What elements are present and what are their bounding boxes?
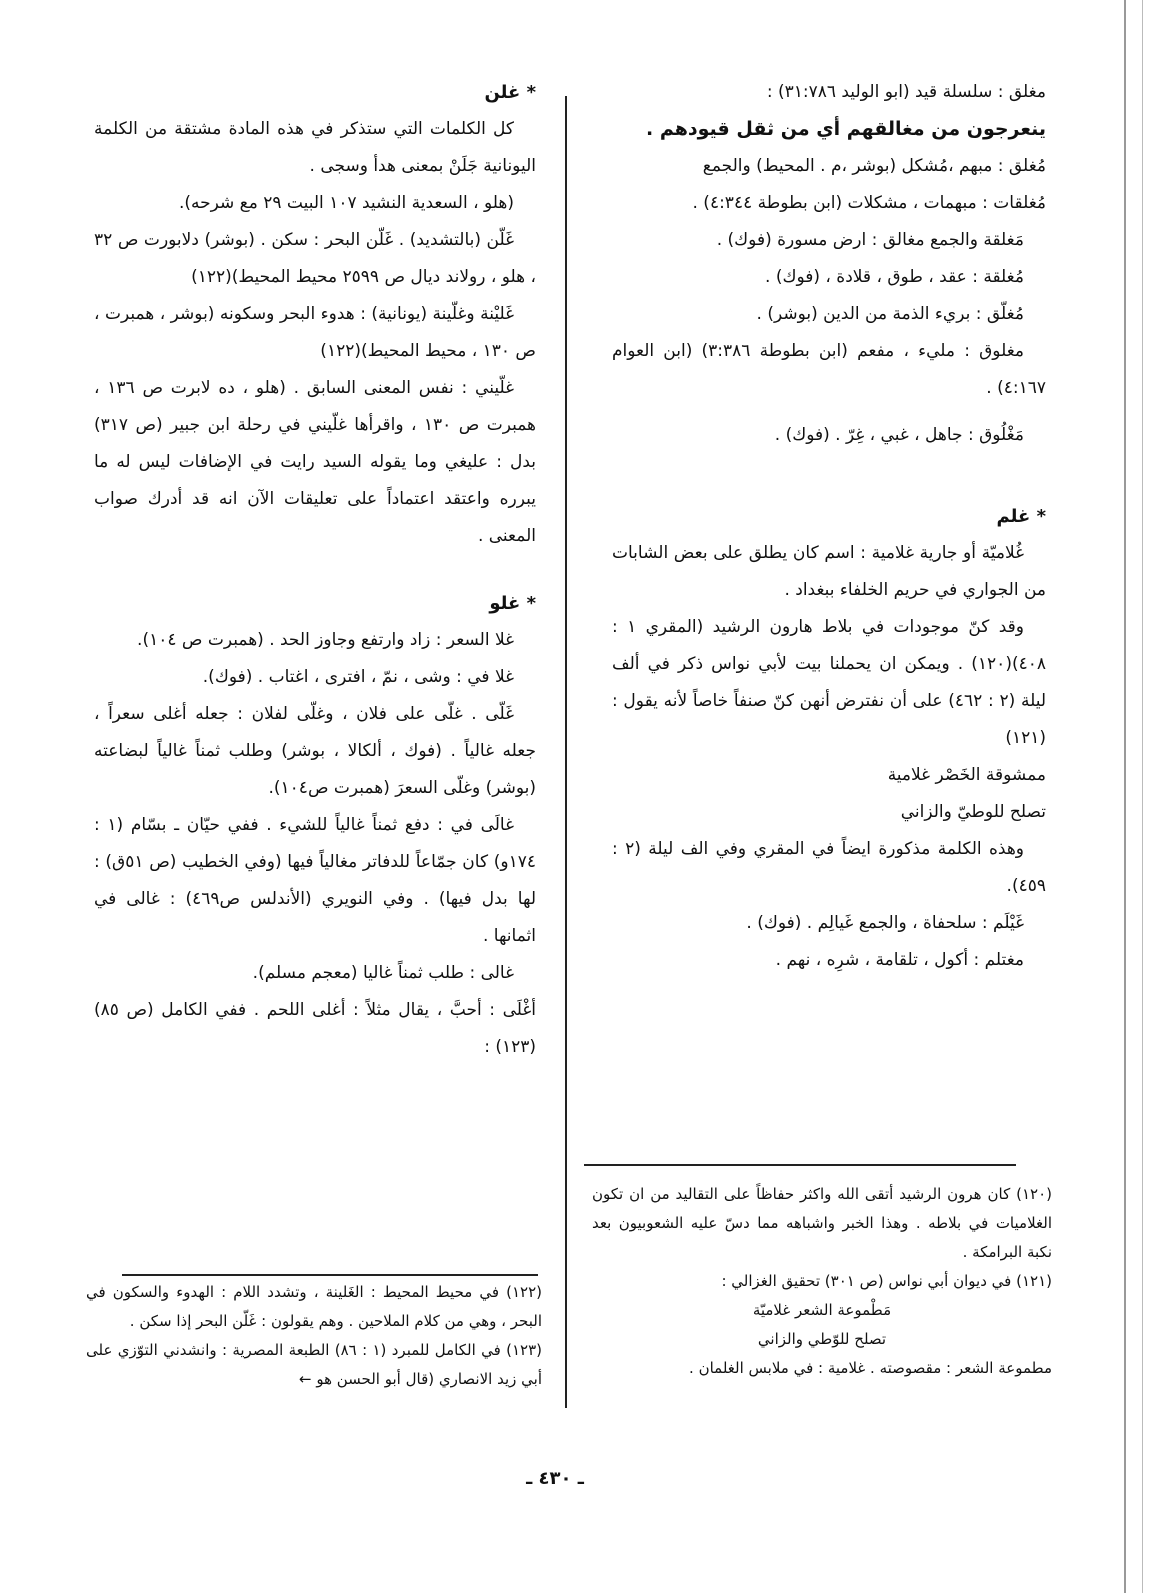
footnote-verse: تصلح للوّطي والزاني — [757, 1330, 887, 1348]
entry-line: وقد كنّ موجودات في بلاط هارون الرشيد (المقري ١ : ٤٠٨)(١٢٠) . ويمكن ان يحملنا بيت لأبي نواس ذكر في ألف ليلة (٢ : ٤٦٢) على أن نفترض أنهن كنّ صنفاً خاصاً لأنه يقول :(١٢١) — [612, 617, 1047, 748]
entry-line: مغلق : سلسلة قيد (ابو الوليد ٣١:٧٨٦) : — [766, 82, 1046, 102]
footnote-verse: مَطْموعة الشعر غلاميّة — [752, 1301, 892, 1319]
entry-line: غلّيني : نفس المعنى السابق . (هلو ، ده لابرت ص ١٣٦ ، همبرت ص ١٣٠ ، واقرأها غلّيني في رحلة ابن جبير (ص ٣١٧) بدل : عليغي وما يقوله السيد رايت في الإضافات ليس له ما يبرره واعتقد اعتماداً على تعليقات الآن انه قد أدرك صواب المعنى . — [94, 378, 536, 546]
section-heading-ghalam: * غلم — [996, 506, 1046, 527]
footnote-122: (١٢٢) في محيط المحيط : الغَلينة ، وتشدد اللام : الهدوء والسكون في البحر ، وهي من كلام الملاحين . وهم يقولون : غَلّن البحر إذا سكن . — [86, 1283, 542, 1330]
right-column — [612, 74, 1046, 979]
entry-line: مُغلقة : عقد ، طوق ، قلادة ، (فوك) . — [765, 267, 1024, 287]
footnote-gloss: مطموعة الشعر : مقصوصته . غلامية : في ملابس الغلمان . — [689, 1359, 1052, 1377]
entry-line-bold: ينعرجون من مغالقهم أي من ثقل قيودهم . — [645, 118, 1046, 140]
entry-line: مَغلقة والجمع مغالق : ارض مسورة (فوك) . — [716, 230, 1024, 250]
entry-line: غَيْلَم : سلحفاة ، والجمع غَيالِم . (فوك) . — [746, 913, 1024, 933]
section-heading-ghalaw: * غلو — [489, 593, 536, 614]
verse-line: ممشوقة الخَصْر غلامية — [887, 765, 1046, 785]
entry-line: مَغْلُوق : جاهل ، غبي ، غِرّ . (فوك) . — [774, 425, 1024, 445]
footnotes-right — [592, 1180, 1052, 1383]
footnote-120: (١٢٠) كان هرون الرشيد أتقى الله واكثر حفاظاً على التقاليد من ان تكون الغلاميات في بلاطه . وهذا الخبر واشباهه مما دسّ عليه الشعوبيون بعد نكبة البرامكة . — [592, 1185, 1052, 1261]
entry-line: وهذه الكلمة مذكورة ايضاً في المقري وفي الف ليلة (٢ : ٤٥٩). — [612, 839, 1046, 896]
page-number: ـ ٤٣٠ ـ — [526, 1468, 584, 1489]
entry-line: غلا السعر : زاد وارتفع وجاوز الحد . (همبرت ص ١٠٤). — [137, 630, 514, 650]
entry-line: أغْلَى : أحبَّ ، يقال مثلاً : أغلى اللحم . ففي الكامل (ص ٨٥)(١٢٣) : — [94, 1000, 536, 1057]
entry-line: غَلّى . غلّى على فلان ، وغلّى لفلان : جعله أغلى سعراً ، جعله غالياً . (فوك ، ألكالا ، بوشر) وطلب ثمناً غالياً لبضاعته (بوشر) وغلّى السعرَ (همبرت ص١٠٤). — [94, 704, 536, 798]
footnote-rule-left — [122, 1274, 538, 1276]
entry-line: غلا في : وشى ، نمّ ، افترى ، اغتاب . (فوك). — [202, 667, 514, 687]
verse-line: تصلح للوطيّ والزاني — [900, 802, 1046, 822]
scan-edge-line — [1142, 0, 1143, 1593]
entry-line: غالَى في : دفع ثمناً غالياً للشيء . ففي حيّان ـ بسّام (١ : ١٧٤و) كان جمّاعاً للدفاتر مغالياً فيها (وفي الخطيب (ص ٥١ق) : لها بدل فيها) . وفي النويري (الأندلس ص٤٦٩) : غالى في اثمانها . — [94, 815, 536, 946]
entry-line: مُغلّق : بريء الذمة من الدين (بوشر) . — [756, 304, 1024, 324]
entry-line: غالى : طلب ثمناً غاليا (معجم مسلم). — [252, 963, 514, 983]
footnote-121: (١٢١) في ديوان أبي نواس (ص ٣٠١) تحقيق الغزالي : — [721, 1272, 1052, 1290]
entry-line: غُلاميّة أو جارية غلامية : اسم كان يطلق على بعض الشابات من الجواري في حريم الخلفاء ببغداد . — [612, 543, 1046, 600]
entry-line: كل الكلمات التي ستذكر في هذه المادة مشتقة من الكلمة اليونانية جَلَنْ بمعنى هدأ وسجى . — [94, 119, 536, 176]
spacer — [94, 555, 536, 585]
entry-line: مُغلق : مبهم ،مُشكل (بوشر ،م . المحيط) والجمع — [702, 156, 1046, 176]
entry-line: مغتلم : أكول ، تلقامة ، شرِه ، نهم . — [775, 950, 1024, 970]
footnotes-left — [86, 1278, 542, 1394]
footnote-rule-right — [584, 1164, 1016, 1166]
spacer — [612, 454, 1046, 498]
entry-line: (هلو ، السعدية النشيد ١٠٧ البيت ٢٩ مع شرحه). — [179, 193, 514, 213]
footnote-123: (١٢٣) في الكامل للمبرد (١ : ٨٦) الطبعة المصرية : وانشدني التوّزي على أبي زيد الانصاري (قال أبو الحسن هو ← — [86, 1341, 542, 1388]
entry-line: مُغلقات : مبهمات ، مشكلات (ابن بطوطة ٤:٣٤٤) . — [692, 193, 1046, 213]
entry-line: غَلّن (بالتشديد) . غَلّن البحر : سكن . (بوشر) دلابورت ص ٣٢ ، هلو ، رولاند ديال ص ٢٥٩٩ محيط المحيط)(١٢٢) — [94, 230, 536, 287]
section-heading-ghalan: * غلن — [484, 82, 536, 103]
entry-line: غَليْنة وغلّينة (يونانية) : هدوء البحر وسكونه (بوشر ، همبرت ، ص ١٣٠ ، محيط المحيط)(١٢٢) — [94, 304, 536, 361]
entry-line: مغلوق : مليء ، مفعم (ابن بطوطة ٣:٣٨٦) (ابن العوام ٤:١٦٧) . — [612, 341, 1046, 398]
column-divider — [565, 96, 567, 1408]
scan-edge-line — [1124, 0, 1126, 1593]
left-column — [94, 74, 536, 1066]
